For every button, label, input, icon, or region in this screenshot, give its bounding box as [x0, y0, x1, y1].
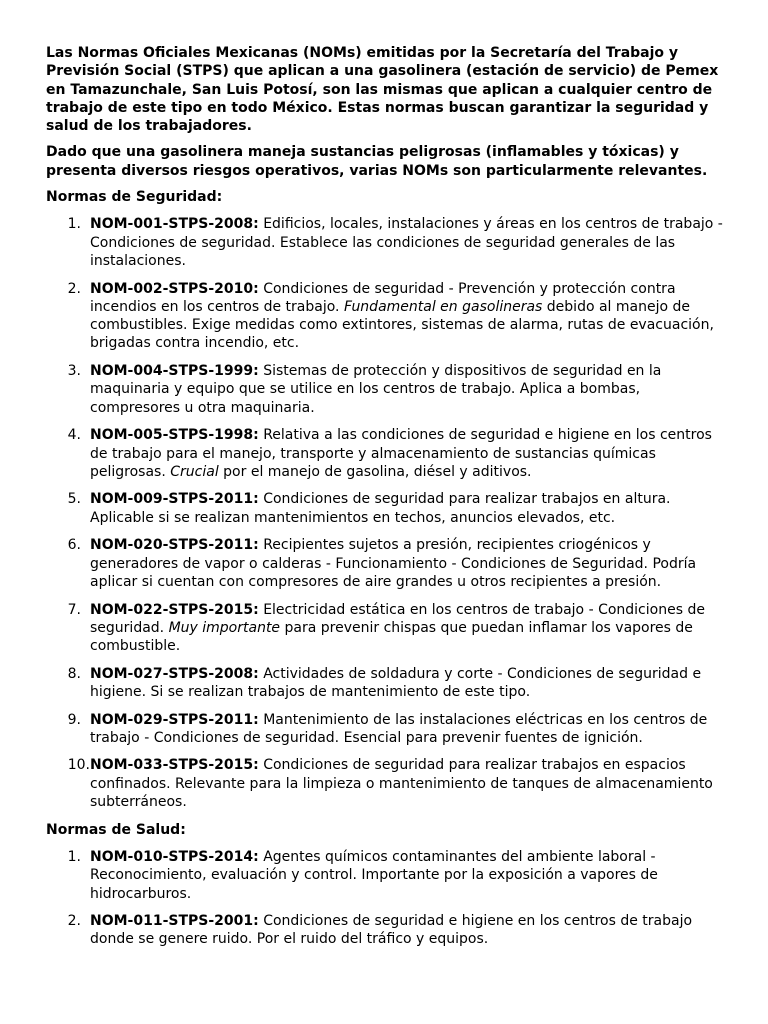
norm-code: NOM-020-STPS-2011:	[90, 537, 259, 554]
norm-description: Edificios, locales, instalaciones y áreas en los centros de trabajo - Condiciones de seguridad. Establece las condiciones de seguridad generales de las instalaciones.	[90, 216, 723, 269]
norm-description: Relativa a las condiciones de seguridad e higiene en los centros de trabajo para el manejo, transporte y almacenamiento de sustancias químicas peligrosas.	[90, 427, 712, 480]
norm-emphasis: Fundamental en gasolineras	[343, 298, 543, 315]
list-item	[46, 280, 728, 353]
list-number: 10.	[67, 757, 90, 774]
list-item	[46, 665, 728, 702]
norm-description: Sistemas de protección y dispositivos de seguridad en la maquinaria y equipo que se utilice en los centros de trabajo. Aplica a bombas, compresores u otra maquinaria.	[90, 363, 662, 416]
section-heading-salud: Normas de Salud:	[46, 821, 186, 838]
list-number: 4.	[67, 427, 81, 444]
norm-description-cont: debido al manejo de combustibles. Exige medidas como extintores, sistemas de alarma, rutas de evacuación, brigadas contra incendio, etc.	[90, 298, 714, 352]
norm-code: NOM-011-STPS-2001:	[90, 913, 259, 930]
norm-description: Condiciones de seguridad e higiene en los centros de trabajo donde se genere ruido. Por el ruido del tráfico y equipos.	[90, 913, 693, 948]
list-seguridad	[46, 215, 728, 811]
norm-code: NOM-002-STPS-2010:	[90, 280, 259, 297]
intro-paragraph-2: Dado que una gasolinera maneja sustancias peligrosas (inflamables y tóxicas) y presenta diversos riesgos operativos, varias NOMs son particularmente relevantes.	[46, 144, 708, 179]
norm-code: NOM-022-STPS-2015:	[90, 601, 259, 618]
list-item	[46, 756, 728, 811]
norm-description: Condiciones de seguridad para realizar trabajos en espacios confinados. Relevante para la limpieza o mantenimiento de tanques de almacenamiento subterráneos.	[90, 757, 713, 811]
list-salud	[46, 848, 728, 949]
list-number: 9.	[67, 711, 81, 728]
intro-paragraph-1: Las Normas Oficiales Mexicanas (NOMs) emitidas por la Secretaría del Trabajo y Previsión Social (STPS) que aplican a una gasolinera (estación de servicio) de Pemex en Tamazunchale, San Luis Potosí, son las mismas que aplican a cualquier centro de trabajo de este tipo en todo México. Estas normas buscan garantizar la seguridad y salud de los trabajadores.	[46, 45, 719, 135]
norm-code: NOM-005-STPS-1998:	[90, 427, 259, 444]
norm-code: NOM-001-STPS-2008:	[90, 216, 259, 233]
list-number: 7.	[67, 601, 81, 618]
norm-description: Recipientes sujetos a presión, recipientes criogénicos y generadores de vapor o calderas - Funcionamiento - Condiciones de Seguridad. Podría aplicar si cuentan con compresores de aire grandes u otros recipientes a presión.	[90, 537, 697, 590]
section-heading-seguridad: Normas de Seguridad:	[46, 189, 223, 206]
norm-code: NOM-033-STPS-2015:	[90, 757, 259, 774]
list-number: 5.	[67, 491, 81, 508]
norm-description: Actividades de soldadura y corte - Condiciones de seguridad e higiene. Si se realizan trabajos de mantenimiento de este tipo.	[90, 665, 702, 700]
list-item	[46, 601, 728, 656]
list-number: 2.	[67, 913, 81, 930]
norm-description: Mantenimiento de las instalaciones eléctricas en los centros de trabajo - Condiciones de seguridad. Esencial para prevenir fuentes de ignición.	[90, 711, 708, 746]
list-item	[46, 490, 728, 527]
norm-description: Electricidad estática en los centros de trabajo - Condiciones de seguridad.	[90, 601, 705, 636]
list-number: 6.	[67, 537, 81, 554]
norm-description-cont: por el manejo de gasolina, diésel y aditivos.	[218, 463, 532, 480]
norm-description: Agentes químicos contaminantes del ambiente laboral - Reconocimiento, evaluación y control. Importante por la exposición a vapores de hidrocarburos.	[90, 848, 658, 902]
norm-code: NOM-027-STPS-2008:	[90, 665, 259, 682]
list-number: 1.	[67, 848, 81, 865]
norm-emphasis: Crucial	[170, 463, 219, 480]
list-number: 1.	[67, 216, 81, 233]
norm-code: NOM-029-STPS-2011:	[90, 711, 259, 728]
norm-emphasis: Muy importante	[168, 619, 281, 636]
norm-code: NOM-004-STPS-1999:	[90, 363, 259, 380]
list-item	[46, 362, 728, 417]
list-item	[46, 711, 728, 748]
list-item	[46, 215, 728, 270]
norm-description-cont: para prevenir chispas que puedan inflamar los vapores de combustible.	[90, 619, 693, 655]
list-item	[46, 912, 728, 949]
norm-description: Condiciones de seguridad para realizar trabajos en altura. Aplicable si se realizan mantenimientos en techos, anuncios elevados, etc.	[90, 491, 671, 526]
list-number: 3.	[67, 363, 81, 380]
norm-code: NOM-010-STPS-2014:	[90, 848, 259, 865]
list-item	[46, 848, 728, 903]
list-number: 2.	[67, 280, 81, 297]
list-item	[46, 536, 728, 591]
norm-code: NOM-009-STPS-2011:	[90, 491, 259, 508]
norm-description: Condiciones de seguridad - Prevención y protección contra incendios en los centros de trabajo.	[90, 280, 676, 315]
list-item	[46, 426, 728, 481]
list-number: 8.	[67, 665, 81, 682]
